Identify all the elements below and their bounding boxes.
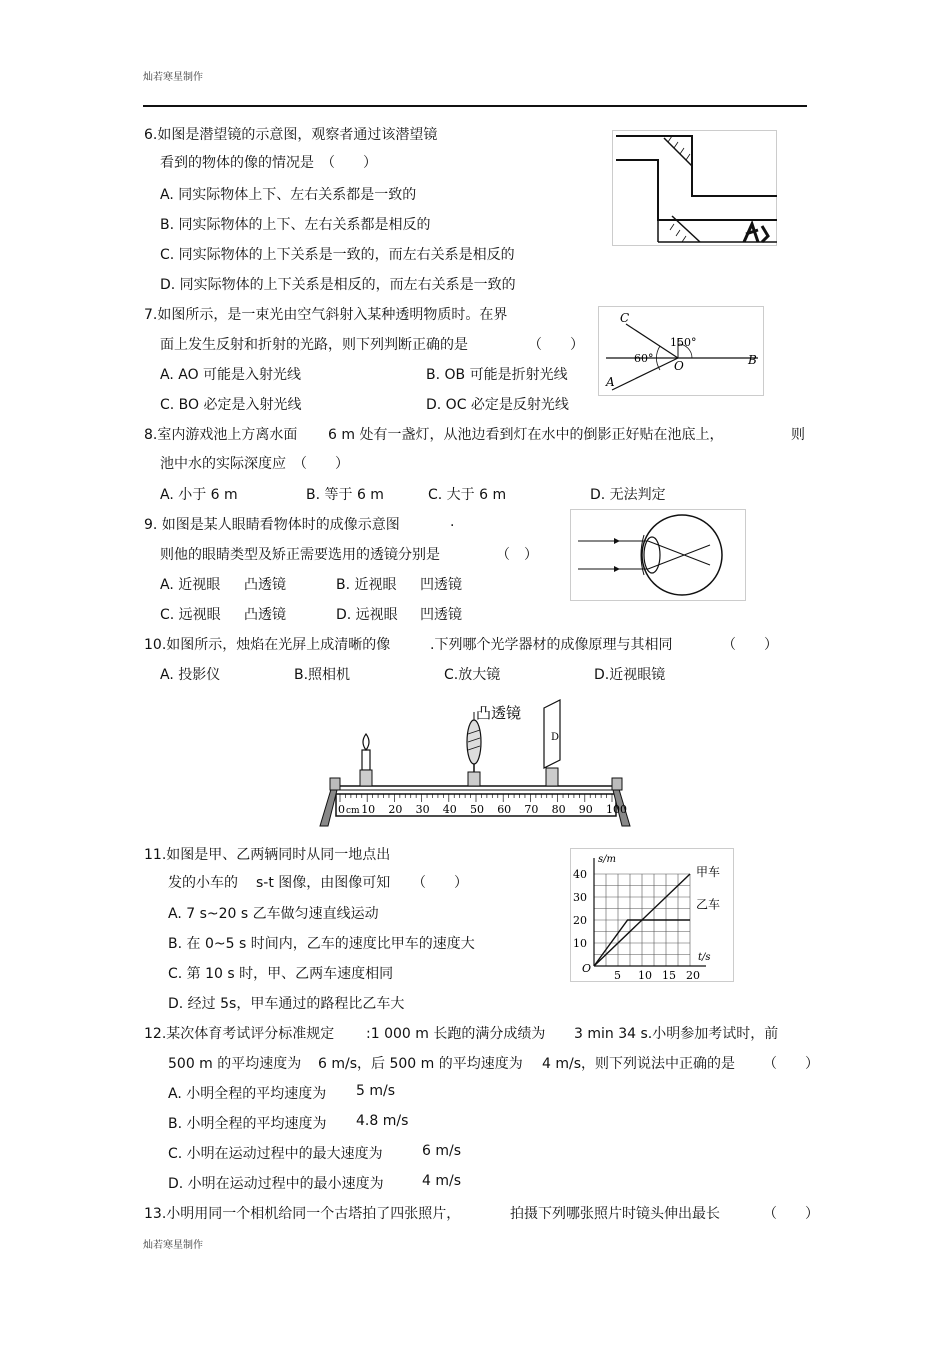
point-a-label: A — [606, 375, 615, 389]
q9-option-c-lens: 凸透镜 — [244, 607, 286, 623]
q9-stem-line2: 则他的眼睛类型及矫正需要选用的透镜分别是 — [160, 547, 440, 563]
q8-stem-part3: 则 — [791, 427, 805, 443]
q9-option-a-eye: A. 近视眼 — [160, 577, 221, 593]
q12-option-c-text: C. 小明在运动过程中的最大速度为 — [168, 1146, 383, 1162]
q9-option-b-lens: 凹透镜 — [420, 577, 462, 593]
q9-stem-part2: . — [450, 514, 455, 530]
q9-option-d-lens: 凹透镜 — [420, 607, 462, 623]
q13-answer-paren: （ ） — [763, 1206, 819, 1222]
q12-option-d-text: D. 小明在运动过程中的最小速度为 — [168, 1176, 384, 1192]
q12-stem-part2: :1 000 m 长跑的满分成绩为 — [366, 1026, 546, 1042]
q7-option-b: B. OB 可能是折射光线 — [426, 367, 568, 383]
q12-stem-part3: 3 min 34 s.小明参加考试时，前 — [574, 1026, 779, 1042]
q6-stem-line1: 6.如图是潜望镜的示意图，观察者通过该潜望镜 — [144, 127, 438, 143]
angle-60-label: 60° — [634, 352, 654, 365]
bench-tick-100: 100 — [606, 803, 627, 816]
point-b-label: B — [748, 353, 757, 367]
bench-tick-unit: cm — [346, 806, 360, 816]
point-c-label: C — [620, 311, 630, 325]
bench-tick-40: 40 — [442, 803, 457, 816]
y-tick-label: 10 — [573, 937, 587, 950]
y-tick-label: 40 — [573, 868, 587, 881]
q9-answer-paren: （ ） — [496, 547, 538, 563]
q12-stem-part1: 12.某次体育考试评分标准规定 — [144, 1026, 335, 1042]
series-jia-label: 甲车 — [696, 865, 721, 879]
bench-tick-30: 30 — [415, 803, 430, 816]
x-tick-label: 15 — [662, 969, 676, 982]
header-producer: 灿若寒星制作 — [143, 72, 203, 83]
q11-option-c: C. 第 10 s 时，甲、乙两车速度相同 — [168, 966, 394, 982]
y-axis-label: s/m — [598, 854, 616, 865]
x-tick-label: 5 — [614, 969, 621, 982]
q10-option-d: D.近视眼镜 — [594, 667, 666, 683]
q12-stem-part4: 500 m 的平均速度为 — [168, 1056, 302, 1072]
bench-tick-50: 50 — [470, 803, 484, 816]
bench-tick-10: 10 — [361, 803, 376, 816]
angle-150-label: 150° — [670, 336, 697, 349]
x-axis-label: t/s — [698, 952, 711, 963]
bench-tick-0: 0 — [338, 803, 345, 816]
q9-stem-part1: 9. 如图是某人眼睛看物体时的成像示意图 — [144, 517, 400, 533]
q7-answer-paren: （ ） — [528, 337, 584, 353]
q7-option-a: A. AO 可能是入射光线 — [160, 367, 302, 383]
bench-tick-90: 90 — [578, 803, 593, 816]
q9-option-b-eye: B. 近视眼 — [336, 577, 397, 593]
bench-tick-20: 20 — [388, 803, 403, 816]
q12-option-c-value: 6 m/s — [422, 1143, 462, 1159]
q7-option-c: C. BO 必定是入射光线 — [160, 397, 302, 413]
q10-option-a: A. 投影仪 — [160, 667, 221, 683]
q11-option-b: B. 在 0~5 s 时间内，乙车的速度比甲车的速度大 — [168, 936, 475, 952]
q8-option-c: C. 大于 6 m — [428, 487, 507, 503]
q6-option-b: B. 同实际物体的上下、左右关系都是相反的 — [160, 217, 431, 233]
q10-stem-part1: 10.如图所示，烛焰在光屏上成清晰的像 — [144, 637, 391, 653]
q7-option-d: D. OC 必定是反射光线 — [426, 397, 569, 413]
q8-option-d: D. 无法判定 — [590, 487, 666, 503]
q13-stem-part1: 13.小明用同一个相机给同一个古塔拍了四张照片， — [144, 1206, 461, 1222]
q10-option-b: B.照相机 — [294, 667, 351, 683]
q9-option-c-eye: C. 远视眼 — [160, 607, 221, 623]
q7-stem-line1: 7.如图所示，是一束光由空气斜射入某种透明物质时。在界 — [144, 307, 508, 323]
q8-stem-line2: 池中水的实际深度应 （ ） — [160, 456, 349, 472]
q12-option-b-text: B. 小明全程的平均速度为 — [168, 1116, 327, 1132]
q12-answer-paren: （ ） — [763, 1056, 819, 1072]
periscope-figure — [612, 130, 777, 246]
bench-tick-80: 80 — [551, 803, 566, 816]
light-path-figure — [598, 306, 764, 396]
header-rule — [143, 105, 807, 107]
q6-stem-line2: 看到的物体的像的情况是 （ ） — [160, 155, 377, 171]
q8-stem-part1: 8.室内游戏池上方离水面 — [144, 427, 298, 443]
q11-answer-paren: （ ） — [412, 875, 468, 891]
q12-option-d-value: 4 m/s — [422, 1173, 462, 1189]
series-yi-label: 乙车 — [696, 897, 721, 912]
q12-stem-part6: 4 m/s，则下列说法中正确的是 — [542, 1056, 736, 1072]
q6-option-d: D. 同实际物体的上下关系是相反的，而左右关系是一致的 — [160, 277, 516, 293]
x-tick-label: 10 — [638, 969, 652, 982]
q11-stem-part2: s-t 图像，由图像可知 — [256, 875, 391, 891]
q11-option-d: D. 经过 5s，甲车通过的路程比乙车大 — [168, 996, 405, 1012]
q6-option-a: A. 同实际物体上下、左右关系都是一致的 — [160, 187, 417, 203]
q13-stem-part2: 拍摄下列哪张照片时镜头伸出最长 — [510, 1206, 720, 1222]
q11-stem-part1: 发的小车的 — [168, 875, 238, 891]
q12-option-b-value: 4.8 m/s — [356, 1113, 409, 1129]
q12-option-a-value: 5 m/s — [356, 1083, 396, 1099]
q7-stem-line2: 面上发生反射和折射的光路，则下列判断正确的是 — [160, 337, 468, 353]
q8-option-a: A. 小于 6 m — [160, 487, 238, 503]
footer-producer: 灿若寒星制作 — [143, 1240, 203, 1251]
y-tick-label: 30 — [573, 891, 587, 904]
q10-option-c: C.放大镜 — [444, 667, 501, 683]
svg-text:D: D — [551, 732, 560, 743]
point-o-label: O — [674, 359, 684, 373]
optical-bench-figure — [310, 694, 640, 830]
q10-answer-paren: （ ） — [722, 637, 778, 653]
q9-option-a-lens: 凸透镜 — [244, 577, 286, 593]
q11-stem-line1: 11.如图是甲、乙两辆同时从同一地点出 — [144, 847, 391, 863]
s-t-chart — [570, 848, 734, 982]
eye-figure — [570, 509, 746, 601]
q11-option-a: A. 7 s~20 s 乙车做匀速直线运动 — [168, 906, 379, 922]
q8-stem-part2: 6 m 处有一盏灯，从池边看到灯在水中的倒影正好贴在池底上， — [328, 427, 724, 443]
bench-tick-70: 70 — [524, 803, 539, 816]
origin-label: O — [582, 962, 592, 975]
q6-option-c: C. 同实际物体的上下关系是一致的，而左右关系是相反的 — [160, 247, 515, 263]
q9-option-d-eye: D. 远视眼 — [336, 607, 398, 623]
x-tick-label: 20 — [686, 969, 700, 982]
q12-option-a-text: A. 小明全程的平均速度为 — [168, 1086, 327, 1102]
bench-tick-60: 60 — [497, 803, 512, 816]
y-tick-label: 20 — [573, 914, 587, 927]
q10-stem-part2: .下列哪个光学器材的成像原理与其相同 — [430, 637, 673, 653]
q8-option-b: B. 等于 6 m — [306, 487, 384, 503]
lens-label: 凸透镜 — [476, 704, 522, 722]
q12-stem-part5: 6 m/s，后 500 m 的平均速度为 — [318, 1056, 523, 1072]
